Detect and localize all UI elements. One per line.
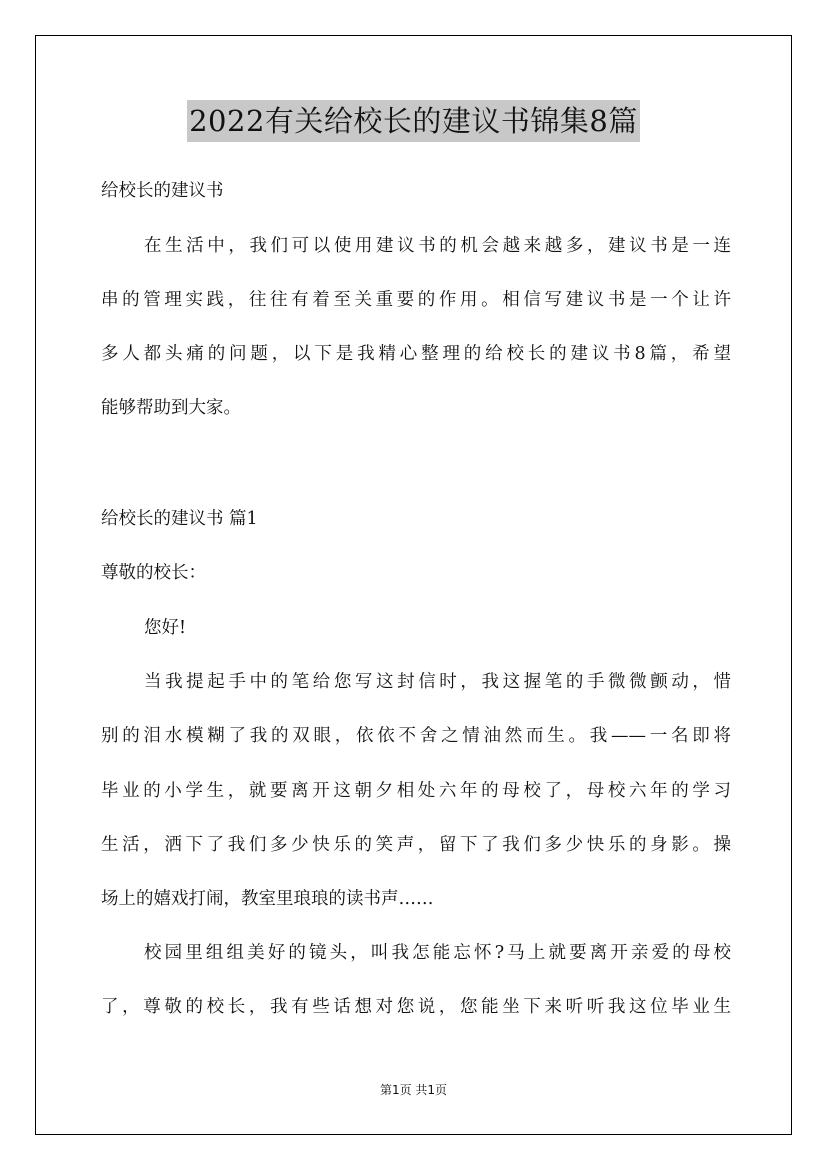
paragraph-line: 能够帮助到大家。 bbox=[101, 398, 241, 418]
title-container bbox=[0, 100, 827, 142]
paragraph-line: 了，尊敬的校长，我有些话想对您说，您能坐下来听听我这位毕业生 bbox=[101, 997, 731, 1017]
greeting: 您好! bbox=[144, 618, 187, 638]
paragraph-line: 在生活中，我们可以使用建议书的机会越来越多，建议书是一连 bbox=[144, 236, 731, 256]
document-title: 2022有关给校长的建议书锦集8篇 bbox=[187, 100, 640, 142]
section-heading: 给校长的建议书 篇1 bbox=[101, 509, 258, 529]
paragraph-line: 生活，洒下了我们多少快乐的笑声，留下了我们多少快乐的身影。操 bbox=[101, 835, 731, 855]
salutation: 尊敬的校长： bbox=[101, 563, 206, 583]
paragraph-line: 当我提起手中的笔给您写这封信时，我这握笔的手微微颤动，惜 bbox=[144, 672, 731, 692]
paragraph-line: 多人都头痛的问题，以下是我精心整理的给校长的建议书8篇，希望 bbox=[101, 344, 731, 364]
paragraph-line: 串的管理实践，往往有着至关重要的作用。相信写建议书是一个让许 bbox=[101, 290, 731, 310]
paragraph-line: 校园里组组美好的镜头，叫我怎能忘怀?马上就要离开亲爱的母校 bbox=[144, 943, 731, 963]
paragraph-line: 别的泪水模糊了我的双眼，依依不舍之情油然而生。我——一名即将 bbox=[101, 726, 731, 746]
page-footer: 第1页 共1页 bbox=[379, 1083, 448, 1097]
paragraph-line: 场上的嬉戏打闹，教室里琅琅的读书声…… bbox=[101, 889, 434, 909]
section-heading: 给校长的建议书 bbox=[101, 181, 224, 201]
paragraph-line: 毕业的小学生，就要离开这朝夕相处六年的母校了，母校六年的学习 bbox=[101, 781, 731, 801]
